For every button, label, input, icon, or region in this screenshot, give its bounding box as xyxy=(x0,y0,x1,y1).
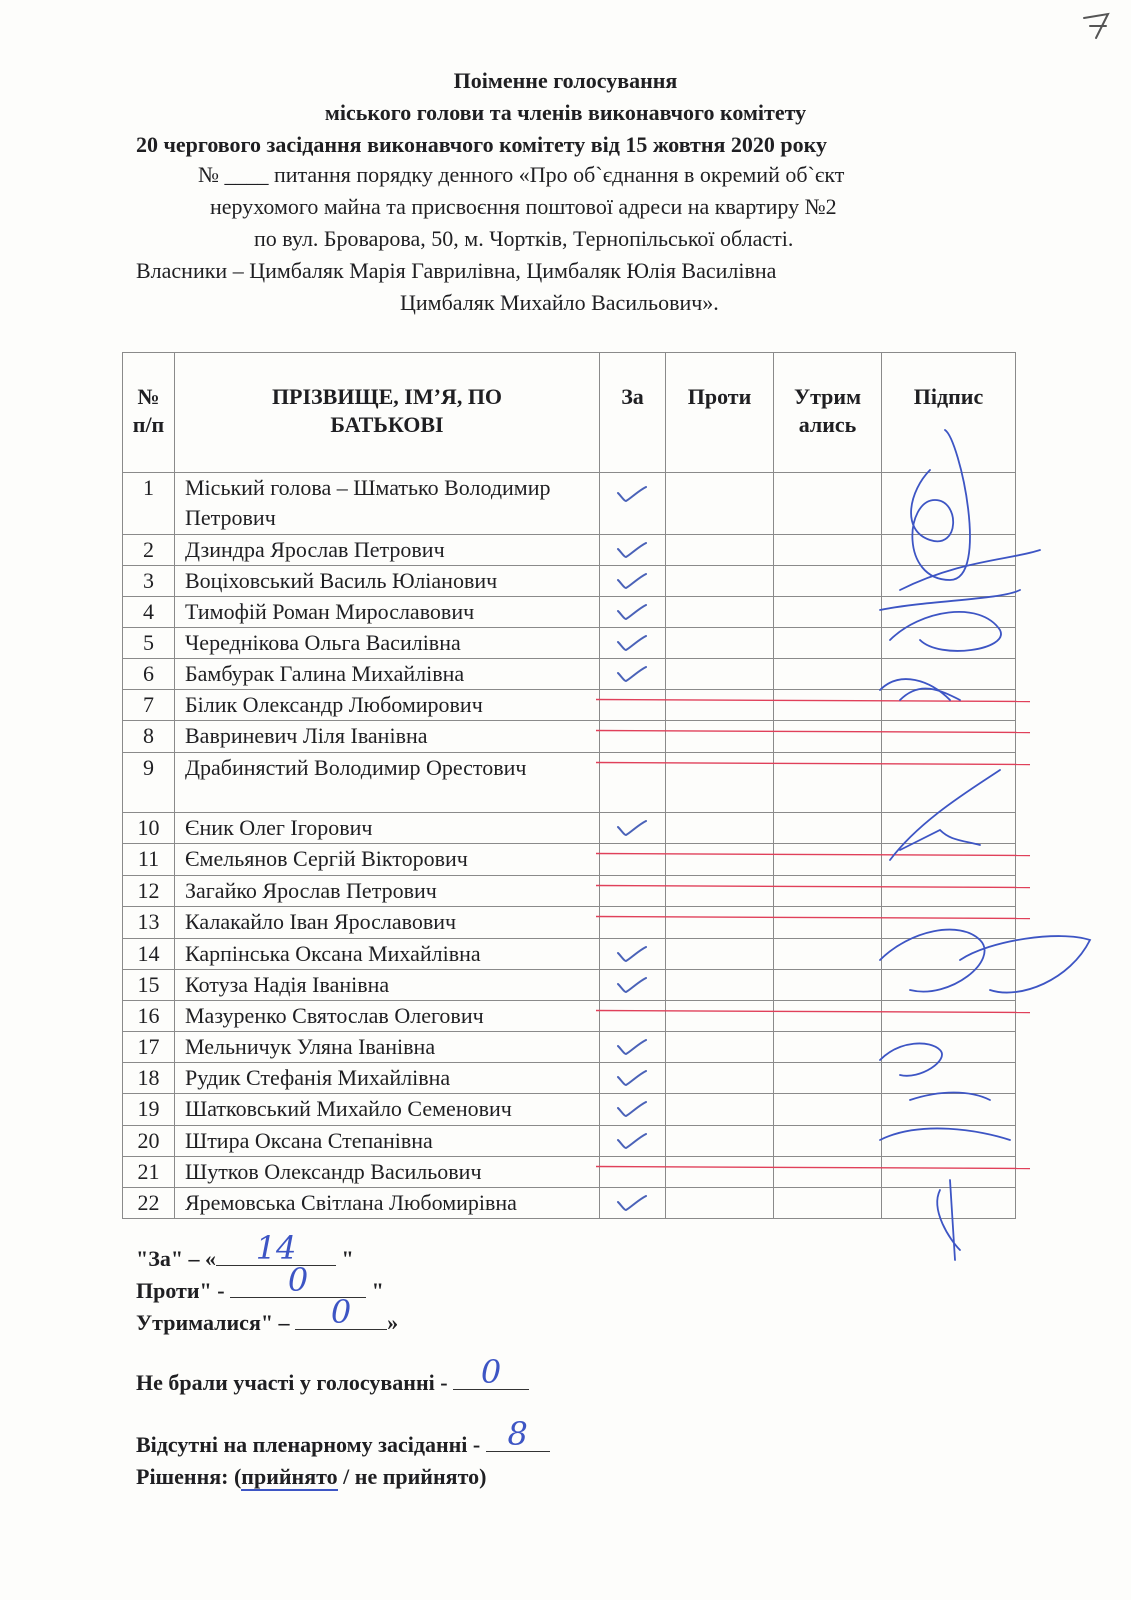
signature-cell xyxy=(882,813,1016,844)
header-name: ПРІЗВИЩЕ, ІМ’Я, ПО БАТЬКОВІ xyxy=(175,353,600,473)
summary-not-participated-blank xyxy=(453,1353,529,1391)
member-name: Шатковський Михайло Семенович xyxy=(175,1094,600,1126)
header-abstained: Утрим ались xyxy=(774,353,882,473)
vote-for-cell xyxy=(600,659,666,690)
summary-abstained-blank xyxy=(295,1293,387,1331)
heading-owners-line-2: Цимбаляк Михайло Васильович». xyxy=(400,290,719,315)
table-row xyxy=(123,535,1016,566)
heading-subtitle: міського голови та членів виконавчого комітету xyxy=(324,100,807,125)
signature-cell xyxy=(882,970,1016,1001)
vote-abstained-cell xyxy=(774,813,882,844)
summary-for-label: "За" – « xyxy=(136,1246,217,1271)
summary-not-participated xyxy=(136,1353,529,1396)
row-number: 20 xyxy=(123,1126,175,1157)
vote-against-cell xyxy=(666,1032,774,1063)
signature-cell xyxy=(882,690,1016,721)
vote-for-cell xyxy=(600,597,666,628)
vote-against-cell xyxy=(666,1157,774,1188)
vote-against-cell xyxy=(666,970,774,1001)
signature-cell xyxy=(882,753,1016,813)
table-row xyxy=(123,690,1016,721)
signature-cell xyxy=(882,628,1016,659)
vote-for-cell xyxy=(600,1126,666,1157)
checkmark-icon xyxy=(616,976,648,996)
summary-not-participated-value: 0 xyxy=(480,1353,502,1391)
vote-abstained-cell xyxy=(774,535,882,566)
row-number: 8 xyxy=(123,721,175,753)
signature-cell xyxy=(882,1157,1016,1188)
vote-against-cell xyxy=(666,876,774,907)
vote-abstained-cell xyxy=(774,721,882,753)
member-name: Драбинястий Володимир Орестович xyxy=(175,753,600,813)
row-number: 22 xyxy=(123,1188,175,1219)
vote-against-cell xyxy=(666,473,774,535)
table-row xyxy=(123,1126,1016,1157)
summary-abstained-close: » xyxy=(387,1310,399,1335)
vote-for-cell xyxy=(600,690,666,721)
vote-against-cell xyxy=(666,1094,774,1126)
summary-absent xyxy=(136,1415,550,1458)
table-row xyxy=(123,1188,1016,1219)
vote-abstained-cell xyxy=(774,473,882,535)
signature-cell xyxy=(882,1001,1016,1032)
header-against: Проти xyxy=(666,353,774,473)
signature-cell xyxy=(882,939,1016,970)
row-number: 16 xyxy=(123,1001,175,1032)
table-row xyxy=(123,1063,1016,1094)
vote-abstained-cell xyxy=(774,970,882,1001)
summary-against-close: " xyxy=(371,1278,384,1303)
checkmark-icon xyxy=(616,945,648,965)
row-number: 15 xyxy=(123,970,175,1001)
vote-abstained-cell xyxy=(774,1126,882,1157)
table-row xyxy=(123,876,1016,907)
member-name: Дзиндра Ярослав Петрович xyxy=(175,535,600,566)
checkmark-icon xyxy=(616,572,648,592)
vote-abstained-cell xyxy=(774,1063,882,1094)
summary-absent-value: 8 xyxy=(507,1415,528,1453)
summary-for-close: " xyxy=(341,1246,354,1271)
vote-for-cell xyxy=(600,844,666,876)
row-number: 14 xyxy=(123,939,175,970)
member-name: Мельничук Уляна Іванівна xyxy=(175,1032,600,1063)
member-name: Яремовська Світлана Любомирівна xyxy=(175,1188,600,1219)
decision-accepted: прийнято xyxy=(241,1464,338,1489)
member-name: Шутков Олександр Васильович xyxy=(175,1157,600,1188)
vote-abstained-cell xyxy=(774,690,882,721)
checkmark-icon xyxy=(616,819,648,839)
checkmark-icon xyxy=(616,541,648,561)
vote-for-cell xyxy=(600,813,666,844)
member-name: Мазуренко Святослав Олегович xyxy=(175,1001,600,1032)
summary-decision xyxy=(136,1464,486,1490)
signature-cell xyxy=(882,535,1016,566)
signature-cell xyxy=(882,659,1016,690)
vote-abstained-cell xyxy=(774,876,882,907)
vote-against-cell xyxy=(666,1126,774,1157)
table-row xyxy=(123,1001,1016,1032)
summary-for-value: 14 xyxy=(255,1229,297,1267)
decision-label: Рішення: ( xyxy=(136,1464,242,1489)
row-number: 3 xyxy=(123,566,175,597)
vote-abstained-cell xyxy=(774,1032,882,1063)
table-row xyxy=(123,844,1016,876)
signature-cell xyxy=(882,876,1016,907)
row-number: 7 xyxy=(123,690,175,721)
table-row xyxy=(123,597,1016,628)
row-number: 5 xyxy=(123,628,175,659)
vote-against-cell xyxy=(666,1001,774,1032)
row-number: 13 xyxy=(123,907,175,939)
vote-against-cell xyxy=(666,628,774,659)
decision-not-accepted: не прийнято xyxy=(354,1464,480,1489)
member-name: Ємельянов Сергій Вікторович xyxy=(175,844,600,876)
member-name: Міський голова – Шматько Володимир Петрович xyxy=(175,473,600,535)
vote-for-cell xyxy=(600,939,666,970)
signature-cell xyxy=(882,566,1016,597)
header-for: За xyxy=(600,353,666,473)
heading-session: 20 чергового засідання виконавчого комітету від 15 жовтня 2020 року xyxy=(136,132,828,157)
table-row xyxy=(123,970,1016,1001)
heading-question-line-2: нерухомого майна та присвоєння поштової адреси на квартиру №2 xyxy=(210,194,837,219)
table-header-row xyxy=(123,353,1016,473)
vote-for-cell xyxy=(600,1157,666,1188)
checkmark-icon xyxy=(616,1194,648,1214)
signature-cell xyxy=(882,597,1016,628)
decision-close: ) xyxy=(479,1464,487,1489)
member-name: Череднікова Ольга Василівна xyxy=(175,628,600,659)
vote-against-cell xyxy=(666,659,774,690)
table-row xyxy=(123,1032,1016,1063)
heading-question-line-1: № ____ питання порядку денного «Про об`єднання в окремий об`єкт xyxy=(198,162,845,187)
checkmark-icon xyxy=(616,634,648,654)
vote-against-cell xyxy=(666,907,774,939)
vote-abstained-cell xyxy=(774,1188,882,1219)
checkmark-icon xyxy=(616,1069,648,1089)
vote-for-cell xyxy=(600,566,666,597)
header-num: № п/п xyxy=(123,353,175,473)
summary-against-label: Проти" - xyxy=(136,1278,225,1303)
vote-for-cell xyxy=(600,1094,666,1126)
vote-for-cell xyxy=(600,876,666,907)
summary-absent-label: Відсутні на пленарному засіданні - xyxy=(136,1432,481,1457)
vote-for-cell xyxy=(600,628,666,659)
table-row xyxy=(123,753,1016,813)
vote-against-cell xyxy=(666,1188,774,1219)
vote-against-cell xyxy=(666,1063,774,1094)
vote-abstained-cell xyxy=(774,566,882,597)
vote-for-cell xyxy=(600,473,666,535)
heading-owners-line-1: Власники – Цимбаляк Марія Гаврилівна, Цимбаляк Юлія Василівна xyxy=(136,258,777,283)
signature-cell xyxy=(882,1063,1016,1094)
vote-abstained-cell xyxy=(774,628,882,659)
signature-cell xyxy=(882,473,1016,535)
table-row xyxy=(123,566,1016,597)
vote-for-cell xyxy=(600,721,666,753)
row-number: 4 xyxy=(123,597,175,628)
vote-for-cell xyxy=(600,535,666,566)
member-name: Загайко Ярослав Петрович xyxy=(175,876,600,907)
vote-abstained-cell xyxy=(774,939,882,970)
vote-table xyxy=(122,352,1016,1219)
signature-cell xyxy=(882,1126,1016,1157)
table-row xyxy=(123,721,1016,753)
row-number: 2 xyxy=(123,535,175,566)
table-row xyxy=(123,1094,1016,1126)
header-signature: Підпис xyxy=(882,353,1016,473)
decision-separator: / xyxy=(337,1464,355,1489)
checkmark-icon xyxy=(616,1100,648,1120)
page-number-mark xyxy=(1078,4,1122,44)
vote-against-cell xyxy=(666,566,774,597)
table-row xyxy=(123,659,1016,690)
vote-for-cell xyxy=(600,1063,666,1094)
member-name: Вавриневич Ліля Іванівна xyxy=(175,721,600,753)
vote-against-cell xyxy=(666,690,774,721)
row-number: 17 xyxy=(123,1032,175,1063)
row-number: 11 xyxy=(123,844,175,876)
checkmark-icon xyxy=(616,485,648,505)
member-name: Воціховський Василь Юліанович xyxy=(175,566,600,597)
checkmark-icon xyxy=(616,603,648,623)
vote-against-cell xyxy=(666,813,774,844)
summary-abstained-value: 0 xyxy=(330,1293,352,1331)
row-number: 12 xyxy=(123,876,175,907)
checkmark-icon xyxy=(616,1132,648,1152)
row-number: 6 xyxy=(123,659,175,690)
row-number: 18 xyxy=(123,1063,175,1094)
vote-abstained-cell xyxy=(774,1094,882,1126)
signature-cell xyxy=(882,721,1016,753)
table-row xyxy=(123,628,1016,659)
member-name: Карпінська Оксана Михайлівна xyxy=(175,939,600,970)
row-number: 21 xyxy=(123,1157,175,1188)
member-name: Рудик Стефанія Михайлівна xyxy=(175,1063,600,1094)
table-row xyxy=(123,907,1016,939)
vote-abstained-cell xyxy=(774,659,882,690)
row-number: 19 xyxy=(123,1094,175,1126)
vote-abstained-cell xyxy=(774,597,882,628)
signature-cell xyxy=(882,844,1016,876)
vote-for-cell xyxy=(600,1188,666,1219)
member-name: Калакайло Іван Ярославович xyxy=(175,907,600,939)
vote-abstained-cell xyxy=(774,1157,882,1188)
vote-against-cell xyxy=(666,721,774,753)
vote-abstained-cell xyxy=(774,907,882,939)
signature-cell xyxy=(882,907,1016,939)
vote-for-cell xyxy=(600,1032,666,1063)
signature-cell xyxy=(882,1188,1016,1219)
vote-for-cell xyxy=(600,1001,666,1032)
summary-not-participated-label: Не брали участі у голосуванні - xyxy=(136,1370,448,1395)
checkmark-icon xyxy=(616,1038,648,1058)
member-name: Білик Олександр Любомирович xyxy=(175,690,600,721)
vote-against-cell xyxy=(666,844,774,876)
summary-absent-blank xyxy=(486,1415,550,1453)
signature-cell xyxy=(882,1032,1016,1063)
table-row xyxy=(123,1157,1016,1188)
table-row xyxy=(123,939,1016,970)
row-number: 1 xyxy=(123,473,175,535)
row-number: 10 xyxy=(123,813,175,844)
member-name: Єник Олег Ігорович xyxy=(175,813,600,844)
vote-against-cell xyxy=(666,753,774,813)
heading-title: Поіменне голосування xyxy=(453,68,678,93)
vote-for-cell xyxy=(600,970,666,1001)
vote-abstained-cell xyxy=(774,844,882,876)
table-row xyxy=(123,813,1016,844)
member-name: Котуза Надія Іванівна xyxy=(175,970,600,1001)
table-row xyxy=(123,473,1016,535)
checkmark-icon xyxy=(616,665,648,685)
heading-question-line-3: по вул. Броварова, 50, м. Чортків, Тернопільської області. xyxy=(254,226,794,251)
vote-for-cell xyxy=(600,907,666,939)
summary-against-value: 0 xyxy=(287,1261,309,1299)
vote-for-cell xyxy=(600,753,666,813)
vote-abstained-cell xyxy=(774,1001,882,1032)
summary-abstained-label: Утрималися" – xyxy=(136,1310,290,1335)
vote-against-cell xyxy=(666,535,774,566)
summary-abstained xyxy=(136,1293,399,1336)
vote-abstained-cell xyxy=(774,753,882,813)
vote-against-cell xyxy=(666,597,774,628)
member-name: Бамбурак Галина Михайлівна xyxy=(175,659,600,690)
vote-against-cell xyxy=(666,939,774,970)
row-number: 9 xyxy=(123,753,175,813)
member-name: Штира Оксана Степанівна xyxy=(175,1126,600,1157)
member-name: Тимофій Роман Мирославович xyxy=(175,597,600,628)
signature-cell xyxy=(882,1094,1016,1126)
